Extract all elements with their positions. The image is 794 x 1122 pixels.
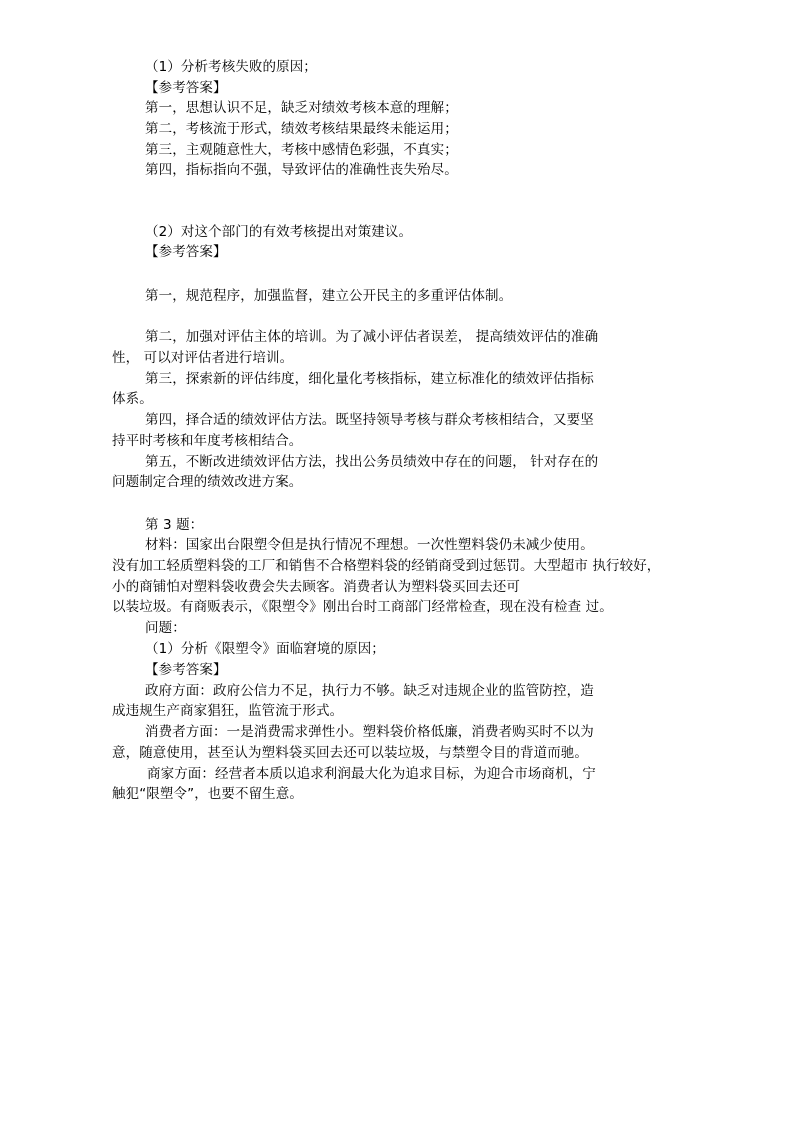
- material-text: 以装垃圾。有商贩表示，《限塑令》刚出台时工商部门经常检查，现在没有检查 过。: [112, 599, 613, 615]
- answer-point: 第二，考核流于形式，绩效考核结果最终未能运用；: [145, 121, 458, 137]
- answer-point: 第五，不断改进绩效评估方法，找出公务员绩效中存在的问题， 针对存在的: [145, 454, 599, 470]
- answer-point: 商家方面：经营者本质以追求利润最大化为追求目标，为迎合市场商机，宁: [147, 766, 596, 782]
- answer-point: 第二，加强对评估主体的培训。为了减小评估者误差， 提高绩效评估的准确: [145, 329, 599, 345]
- answer-label: 【参考答案】: [145, 244, 227, 260]
- answer-point: 问题制定合理的绩效改进方案。: [112, 474, 303, 490]
- answer-point: 第三，主观随意性大，考核中感情色彩强，不真实；: [145, 142, 458, 158]
- answer-point: 第三，探索新的评估纬度，细化量化考核指标，建立标准化的绩效评估指标: [145, 371, 594, 387]
- answer-label: 【参考答案】: [145, 662, 227, 678]
- question-1-2: （2）对这个部门的有效考核提出对策建议。: [145, 224, 413, 240]
- question-label: 问题：: [145, 620, 186, 636]
- answer-point: 第四，指标指向不强，导致评估的准确性丧失殆尽。: [145, 162, 458, 178]
- answer-point: 性， 可以对评估者进行培训。: [112, 350, 294, 366]
- question-3-1: （1）分析《限塑令》面临窘境的原因；: [145, 641, 385, 657]
- answer-point: 成违规生产商家猖狂，监管流于形式。: [112, 703, 344, 719]
- answer-point: 触犯“限塑令”，也要不留生意。: [112, 786, 303, 802]
- question-title: 第 3 题：: [145, 517, 204, 533]
- answer-point: 意，随意使用，甚至认为塑料袋买回去还可以装垃圾，与禁塑令目的背道而驰。: [112, 745, 588, 761]
- answer-label: 【参考答案】: [145, 80, 227, 96]
- material-text: 小的商铺怕对塑料袋收费会失去顾客。消费者认为塑料袋买回去还可: [112, 579, 520, 595]
- answer-point: 消费者方面：一是消费需求弹性小。塑料袋价格低廉，消费者购买时不以为: [145, 724, 594, 740]
- answer-point: 政府方面：政府公信力不足，执行力不够。缺乏对违规企业的监管防控，造: [145, 683, 594, 699]
- question-1-1: （1）分析考核失败的原因；: [145, 59, 317, 75]
- material-text: 没有加工轻质塑料袋的工厂和销售不合格塑料袋的经销商受到过惩罚。大型超市 执行较好，: [112, 558, 661, 574]
- answer-point: 第一，规范程序，加强监督，建立公开民主的多重评估体制。: [145, 288, 513, 304]
- material-text: 材料：国家出台限塑令但是执行情况不理想。一次性塑料袋仍未减少使用。: [145, 537, 594, 553]
- answer-point: 第四，择合适的绩效评估方法。既坚持领导考核与群众考核相结合，又要坚: [145, 412, 594, 428]
- answer-point: 体系。: [112, 391, 153, 407]
- answer-point: 持平时考核和年度考核相结合。: [112, 433, 303, 449]
- answer-point: 第一，思想认识不足，缺乏对绩效考核本意的理解；: [145, 100, 458, 116]
